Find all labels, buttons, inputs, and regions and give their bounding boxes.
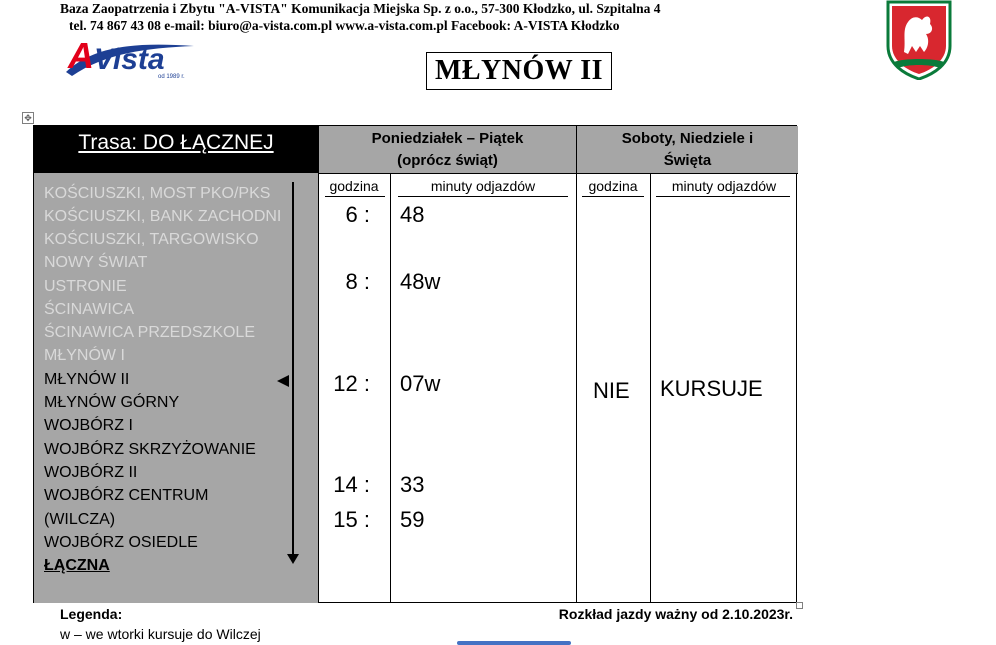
column-divider [318,173,319,603]
page-title: MŁYNÓW II [426,52,612,90]
stop-item: MŁYNÓW GÓRNY [44,394,180,411]
column-divider [650,173,651,603]
svg-text:Vista: Vista [94,43,165,76]
stop-item: WOJBÓRZ I [44,417,133,434]
stop-item: WOJBÓRZ OSIEDLE [44,534,198,551]
weekday-heading: Poniedziałek – Piątek (oprócz świąt) [318,126,576,173]
departure-hour: 14 : [333,472,370,497]
stop-item: KOŚCIUSZKI, MOST PKO/PKS [44,185,271,202]
departure-minutes: 07w [400,371,441,396]
company-address-line: Baza Zaopatrzenia i Zbytu "A-VISTA" Komunikacja Miejska Sp. z o.o., 57-300 Kłodzko, ul. Szpitalna 4 [60,1,661,16]
weekend-heading: Soboty, Niedziele i Święta [576,126,798,173]
weekend-no-service-minutes: KURSUJE [660,376,763,401]
svg-text:A: A [68,36,94,76]
stop-item: MŁYNÓW I [44,347,125,364]
direction-arrow-down-icon [287,554,299,564]
weekend-hour-label: godzina [588,178,638,194]
timetable [33,125,797,603]
departure-hour: 15 : [333,507,370,532]
stop-item: WOJBÓRZ SKRZYŻOWANIE [44,441,256,458]
stop-item: WOJBÓRZ II [44,464,138,481]
stop-item: USTRONIE [44,278,127,295]
terminus-stop: ŁĄCZNA [44,557,110,574]
route-stops-panel [34,173,318,603]
stop-item: ŚCINAWICA PRZEDSZKOLE [44,324,255,341]
route-heading: Trasa: DO ŁĄCZNEJ [34,126,318,173]
departure-minutes: 33 [400,472,425,497]
label-underline [398,196,568,197]
departure-hour: 12 : [333,371,370,396]
town-crest-lion-icon [884,0,954,80]
direction-arrow-line [292,182,294,560]
stop-item: KOŚCIUSZKI, BANK ZACHODNI [44,208,282,225]
stop-item: (WILCZA) [44,511,116,528]
company-contact-line: tel. 74 867 43 08 e-mail: biuro@a-vista.com.pl www.a-vista.com.pl Facebook: A-VISTA Kłodzko [69,18,620,33]
legend-title: Legenda: [60,606,123,622]
stop-item: WOJBÓRZ CENTRUM [44,487,209,504]
table-resize-handle-icon[interactable] [796,602,803,609]
stop-item: NOWY ŚWIAT [44,254,148,271]
label-underline [656,196,790,197]
validity-date: Rozkład jazdy ważny od 2.10.2023r. [558,606,793,622]
departure-hour: 6 : [345,202,370,227]
departure-minutes: 59 [400,507,425,532]
table-move-handle-icon[interactable]: ✥ [22,112,34,124]
weekday-hour-label: godzina [329,178,379,194]
label-underline [325,196,385,197]
label-underline [582,196,644,197]
weekend-no-service-hour: NIE [593,378,630,403]
a-vista-logo [64,36,198,82]
column-divider [390,173,391,603]
weekday-minutes-label: minuty odjazdów [430,178,536,194]
departure-minutes: 48 [400,202,425,227]
current-stop: MŁYNÓW II [44,371,130,388]
stop-item: ŚCINAWICA [44,301,135,318]
page-footer-bar [457,641,571,645]
stop-item: KOŚCIUSZKI, TARGOWISKO [44,231,259,248]
weekend-minutes-label: minuty odjazdów [671,178,777,194]
departure-hour: 8 : [345,269,370,294]
current-stop-marker-icon [277,375,289,387]
departure-minutes: 48w [400,269,441,294]
legend-text: w – we wtorki kursuje do Wilczej [60,626,261,642]
column-divider [576,173,577,603]
svg-text:od 1989 r.: od 1989 r. [158,74,185,80]
